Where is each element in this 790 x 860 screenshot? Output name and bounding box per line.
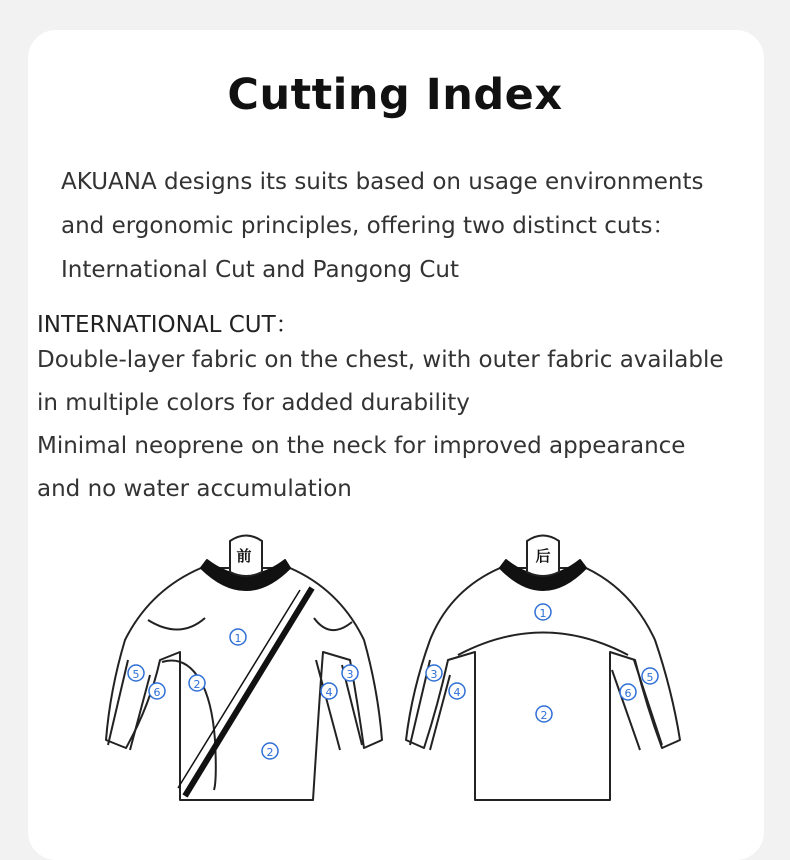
svg-text:4: 4 (325, 686, 333, 699)
body-line: in multiple colors for added durability (37, 390, 470, 416)
body-line: and no water accumulation (37, 476, 352, 502)
cut-diagram (0, 530, 790, 837)
front-label: 前 (236, 547, 252, 565)
svg-text:2: 2 (193, 678, 201, 691)
panel-marker-4 (321, 683, 337, 699)
svg-text:5: 5 (646, 671, 654, 684)
intro-line: AKUANA designs its suits based on usage environments (61, 169, 704, 195)
panel-marker-3 (426, 665, 442, 681)
panel-marker-2 (536, 706, 552, 722)
panel-marker-5 (128, 665, 144, 681)
panel-marker-3 (342, 665, 358, 681)
front-garment-illustration (106, 536, 382, 801)
page-title: Cutting Index (227, 70, 563, 120)
intro-line: International Cut and Pangong Cut (61, 257, 459, 283)
panel-marker-5 (642, 668, 658, 684)
panel-marker-2 (262, 743, 278, 759)
svg-text:3: 3 (346, 668, 354, 681)
panel-marker-6 (620, 684, 636, 700)
svg-text:6: 6 (624, 687, 632, 700)
section-body (37, 339, 777, 511)
svg-text:5: 5 (132, 668, 140, 681)
svg-text:2: 2 (540, 709, 548, 722)
panel-marker-2 (189, 675, 205, 691)
body-line: Double-layer fabric on the chest, with outer fabric available (37, 347, 724, 373)
intro-line: and ergonomic principles, offering two distinct cuts： (61, 213, 676, 239)
svg-text:3: 3 (430, 668, 438, 681)
intro-paragraph (61, 160, 761, 292)
svg-text:1: 1 (234, 632, 242, 645)
back-garment-illustration (406, 536, 680, 801)
panel-marker-6 (149, 683, 165, 699)
panel-marker-1 (535, 604, 551, 620)
svg-text:6: 6 (153, 686, 161, 699)
section-heading: INTERNATIONAL CUT： (37, 312, 299, 338)
panel-marker-1 (230, 629, 246, 645)
panel-marker-4 (449, 683, 465, 699)
svg-text:2: 2 (266, 746, 274, 759)
body-line: Minimal neoprene on the neck for improved appearance (37, 433, 686, 459)
svg-text:4: 4 (453, 686, 461, 699)
back-label: 后 (535, 547, 551, 565)
svg-text:1: 1 (539, 607, 547, 620)
